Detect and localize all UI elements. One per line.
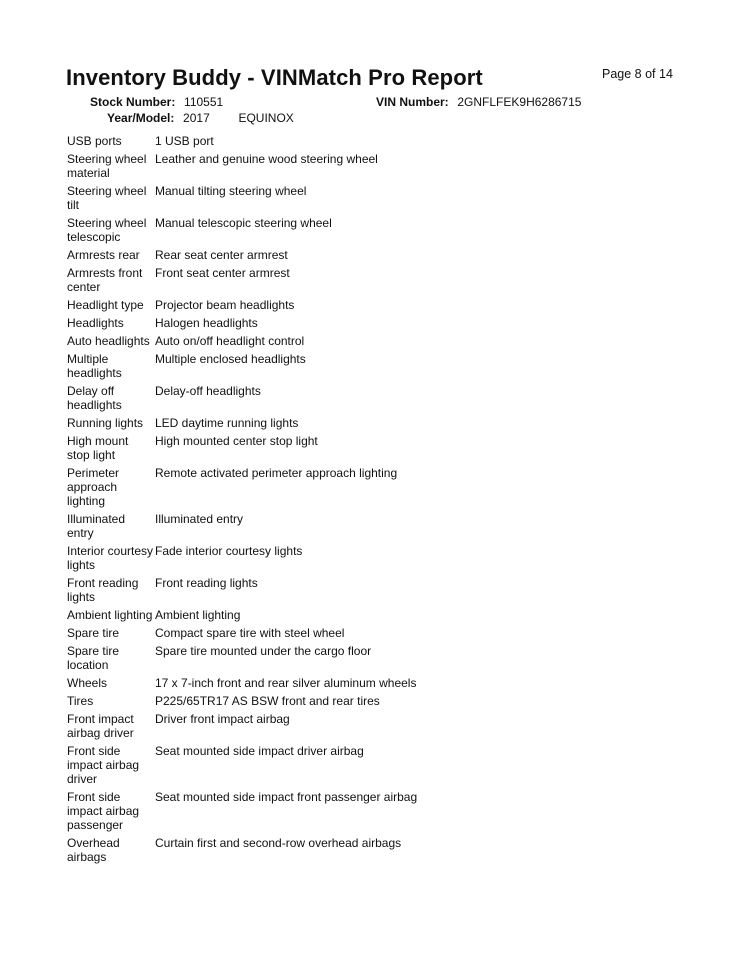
spec-row	[67, 790, 417, 836]
spec-name: Perimeter approach lighting	[67, 466, 120, 508]
spec-value: Manual tilting steering wheel	[155, 184, 307, 198]
spec-row	[67, 544, 417, 576]
spec-row	[67, 676, 417, 694]
spec-value: Spare tire mounted under the cargo floor	[155, 644, 372, 658]
spec-value: Curtain first and second-row overhead airbags	[155, 836, 402, 850]
year-model	[107, 111, 294, 125]
model-name: EQUINOX	[238, 111, 294, 125]
spec-value: 1 USB port	[155, 134, 214, 148]
year-model-label: Year/Model:	[107, 111, 175, 125]
spec-name: Armrests rear	[67, 248, 140, 262]
spec-row	[67, 352, 417, 384]
spec-name: Spare tire location	[67, 644, 120, 672]
spec-row	[67, 248, 417, 266]
spec-row	[67, 512, 417, 544]
spec-name: Headlights	[67, 316, 124, 330]
spec-row	[67, 416, 417, 434]
spec-row	[67, 434, 417, 466]
spec-name: Tires	[67, 694, 94, 708]
spec-name: Front side impact airbag passenger	[67, 790, 140, 832]
spec-row	[67, 608, 417, 626]
spec-name: USB ports	[67, 134, 122, 148]
spec-name: Steering wheel material	[67, 152, 147, 180]
spec-row	[67, 626, 417, 644]
spec-row	[67, 334, 417, 352]
spec-value: Delay-off headlights	[155, 384, 261, 398]
spec-name: Auto headlights	[67, 334, 150, 348]
spec-value: Compact spare tire with steel wheel	[155, 626, 345, 640]
spec-name: Ambient lighting	[67, 608, 153, 622]
spec-value: Auto on/off headlight control	[155, 334, 305, 348]
spec-name: Illuminated entry	[67, 512, 126, 540]
spec-value: Manual telescopic steering wheel	[155, 216, 332, 230]
spec-name: Steering wheel tilt	[67, 184, 147, 212]
model-year: 2017	[183, 111, 210, 125]
spec-value: Multiple enclosed headlights	[155, 352, 306, 366]
spec-row	[67, 216, 417, 248]
spec-value: Ambient lighting	[155, 608, 241, 622]
spec-row	[67, 744, 417, 790]
spec-name: Armrests front center	[67, 266, 143, 294]
spec-value: P225/65TR17 AS BSW front and rear tires	[155, 694, 380, 708]
spec-value: Front seat center armrest	[155, 266, 290, 280]
spec-row	[67, 712, 417, 744]
spec-value: Driver front impact airbag	[155, 712, 290, 726]
spec-row	[67, 184, 417, 216]
stock-number-value: 110551	[184, 95, 224, 109]
vin-number-label: VIN Number:	[376, 95, 449, 109]
spec-value: LED daytime running lights	[155, 416, 299, 430]
spec-value: Rear seat center armrest	[155, 248, 288, 262]
spec-name: Front reading lights	[67, 576, 139, 604]
spec-name: Wheels	[67, 676, 108, 690]
spec-value: Remote activated perimeter approach lighting	[155, 466, 398, 480]
spec-name: Headlight type	[67, 298, 144, 312]
spec-name: Steering wheel telescopic	[67, 216, 147, 244]
spec-value: Fade interior courtesy lights	[155, 544, 303, 558]
spec-name: Running lights	[67, 416, 144, 430]
spec-row	[67, 644, 417, 676]
spec-row	[67, 836, 417, 868]
spec-row	[67, 576, 417, 608]
spec-value: Leather and genuine wood steering wheel	[155, 152, 378, 166]
spec-row	[67, 152, 417, 184]
spec-name: Overhead airbags	[67, 836, 120, 864]
spec-table	[67, 134, 417, 868]
spec-name: Front impact airbag driver	[67, 712, 134, 740]
page-number: Page 8 of 14	[602, 67, 673, 81]
spec-row	[67, 384, 417, 416]
spec-value: Front reading lights	[155, 576, 258, 590]
spec-name: Delay off headlights	[67, 384, 122, 412]
spec-name: High mount stop light	[67, 434, 129, 462]
spec-value: Halogen headlights	[155, 316, 258, 330]
vin-number-value: 2GNFLFEK9H6286715	[457, 95, 582, 109]
spec-row	[67, 134, 417, 152]
spec-row	[67, 298, 417, 316]
spec-value: Seat mounted side impact front passenger airbag	[155, 790, 418, 804]
spec-name: Spare tire	[67, 626, 120, 640]
spec-name: Multiple headlights	[67, 352, 122, 380]
spec-value: Seat mounted side impact driver airbag	[155, 744, 364, 758]
spec-row	[67, 466, 417, 512]
spec-name: Interior courtesy lights	[67, 544, 154, 572]
spec-value: 17 x 7-inch front and rear silver aluminum wheels	[155, 676, 417, 690]
spec-value: Projector beam headlights	[155, 298, 295, 312]
spec-name: Front side impact airbag driver	[67, 744, 140, 786]
report-title: Inventory Buddy - VINMatch Pro Report	[66, 65, 483, 90]
spec-value: Illuminated entry	[155, 512, 244, 526]
vin-number	[376, 95, 581, 109]
spec-row	[67, 266, 417, 298]
spec-row	[67, 316, 417, 334]
stock-number-label: Stock Number:	[90, 95, 176, 109]
spec-row	[67, 694, 417, 712]
spec-value: High mounted center stop light	[155, 434, 318, 448]
stock-number	[90, 95, 223, 109]
